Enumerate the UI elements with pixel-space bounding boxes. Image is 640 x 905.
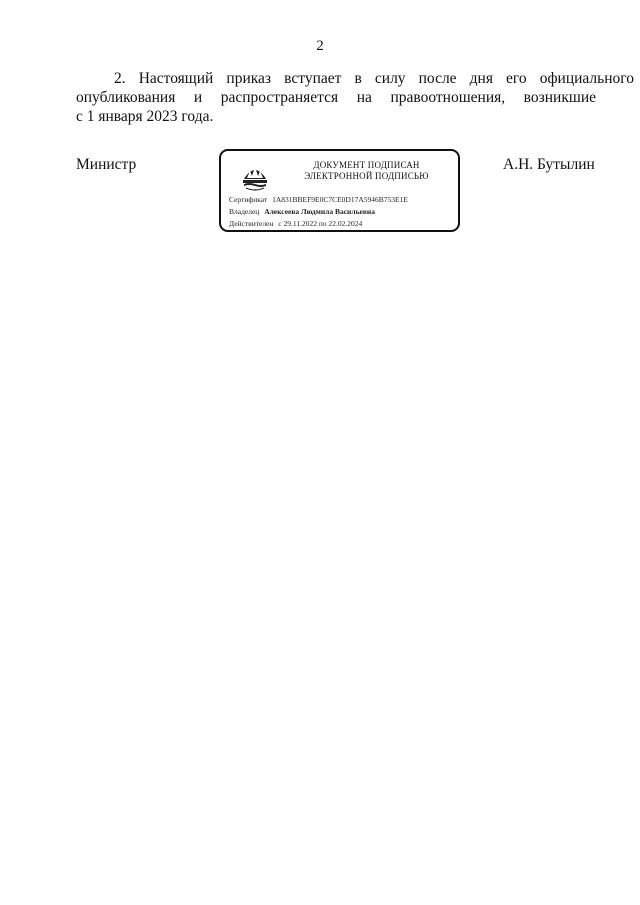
owner-value: Алексеева Людмила Васильевна	[264, 207, 376, 216]
word: после	[418, 70, 457, 87]
word: в	[354, 70, 362, 87]
word: 2.	[114, 70, 126, 87]
position-label: Министр	[76, 156, 137, 173]
word: его	[506, 70, 527, 87]
certificate-label: Сертификат	[229, 195, 268, 204]
valid-to: 22.02.2024	[328, 219, 363, 228]
order-paragraph	[76, 69, 634, 126]
word: опубликования	[76, 89, 176, 106]
valid-from: 29.11.2022	[283, 219, 317, 228]
paragraph-line-1	[76, 69, 634, 88]
stamp-header-line: ЭЛЕКТРОННОЙ ПОДПИСЬЮ	[304, 171, 429, 181]
paragraph-line-2	[76, 88, 596, 107]
certificate-row	[229, 195, 408, 204]
stamp-header-line: ДОКУМЕНТ ПОДПИСАН	[313, 160, 420, 170]
word: и	[193, 89, 203, 106]
stamp-header	[279, 160, 454, 182]
paragraph-line-3: с 1 января 2023 года.	[76, 108, 214, 125]
electronic-signature-stamp	[219, 149, 460, 232]
owner-label: Владелец	[229, 207, 260, 216]
word: приказ	[226, 70, 272, 87]
word: силу	[374, 70, 406, 87]
page-number: 2	[316, 38, 324, 54]
word: правоотношения,	[390, 89, 506, 106]
word: распространяется	[220, 89, 339, 106]
word: возникшие	[523, 89, 596, 106]
coat-of-arms-icon	[241, 159, 269, 191]
word: на	[356, 89, 372, 106]
word: дня	[469, 70, 493, 87]
valid-to-prefix: по	[318, 219, 327, 228]
word: Настоящий	[138, 70, 214, 87]
word: официального	[539, 70, 634, 87]
valid-from-prefix: с	[278, 219, 282, 228]
word: вступает	[284, 70, 342, 87]
validity-row	[229, 219, 362, 228]
signer-name: А.Н. Бутылин	[503, 156, 595, 173]
owner-row	[229, 207, 375, 216]
valid-label: Действителен	[229, 219, 274, 228]
certificate-value: 1A831BBEF9E0C7CE0D17A5946B753E1E	[272, 195, 408, 204]
